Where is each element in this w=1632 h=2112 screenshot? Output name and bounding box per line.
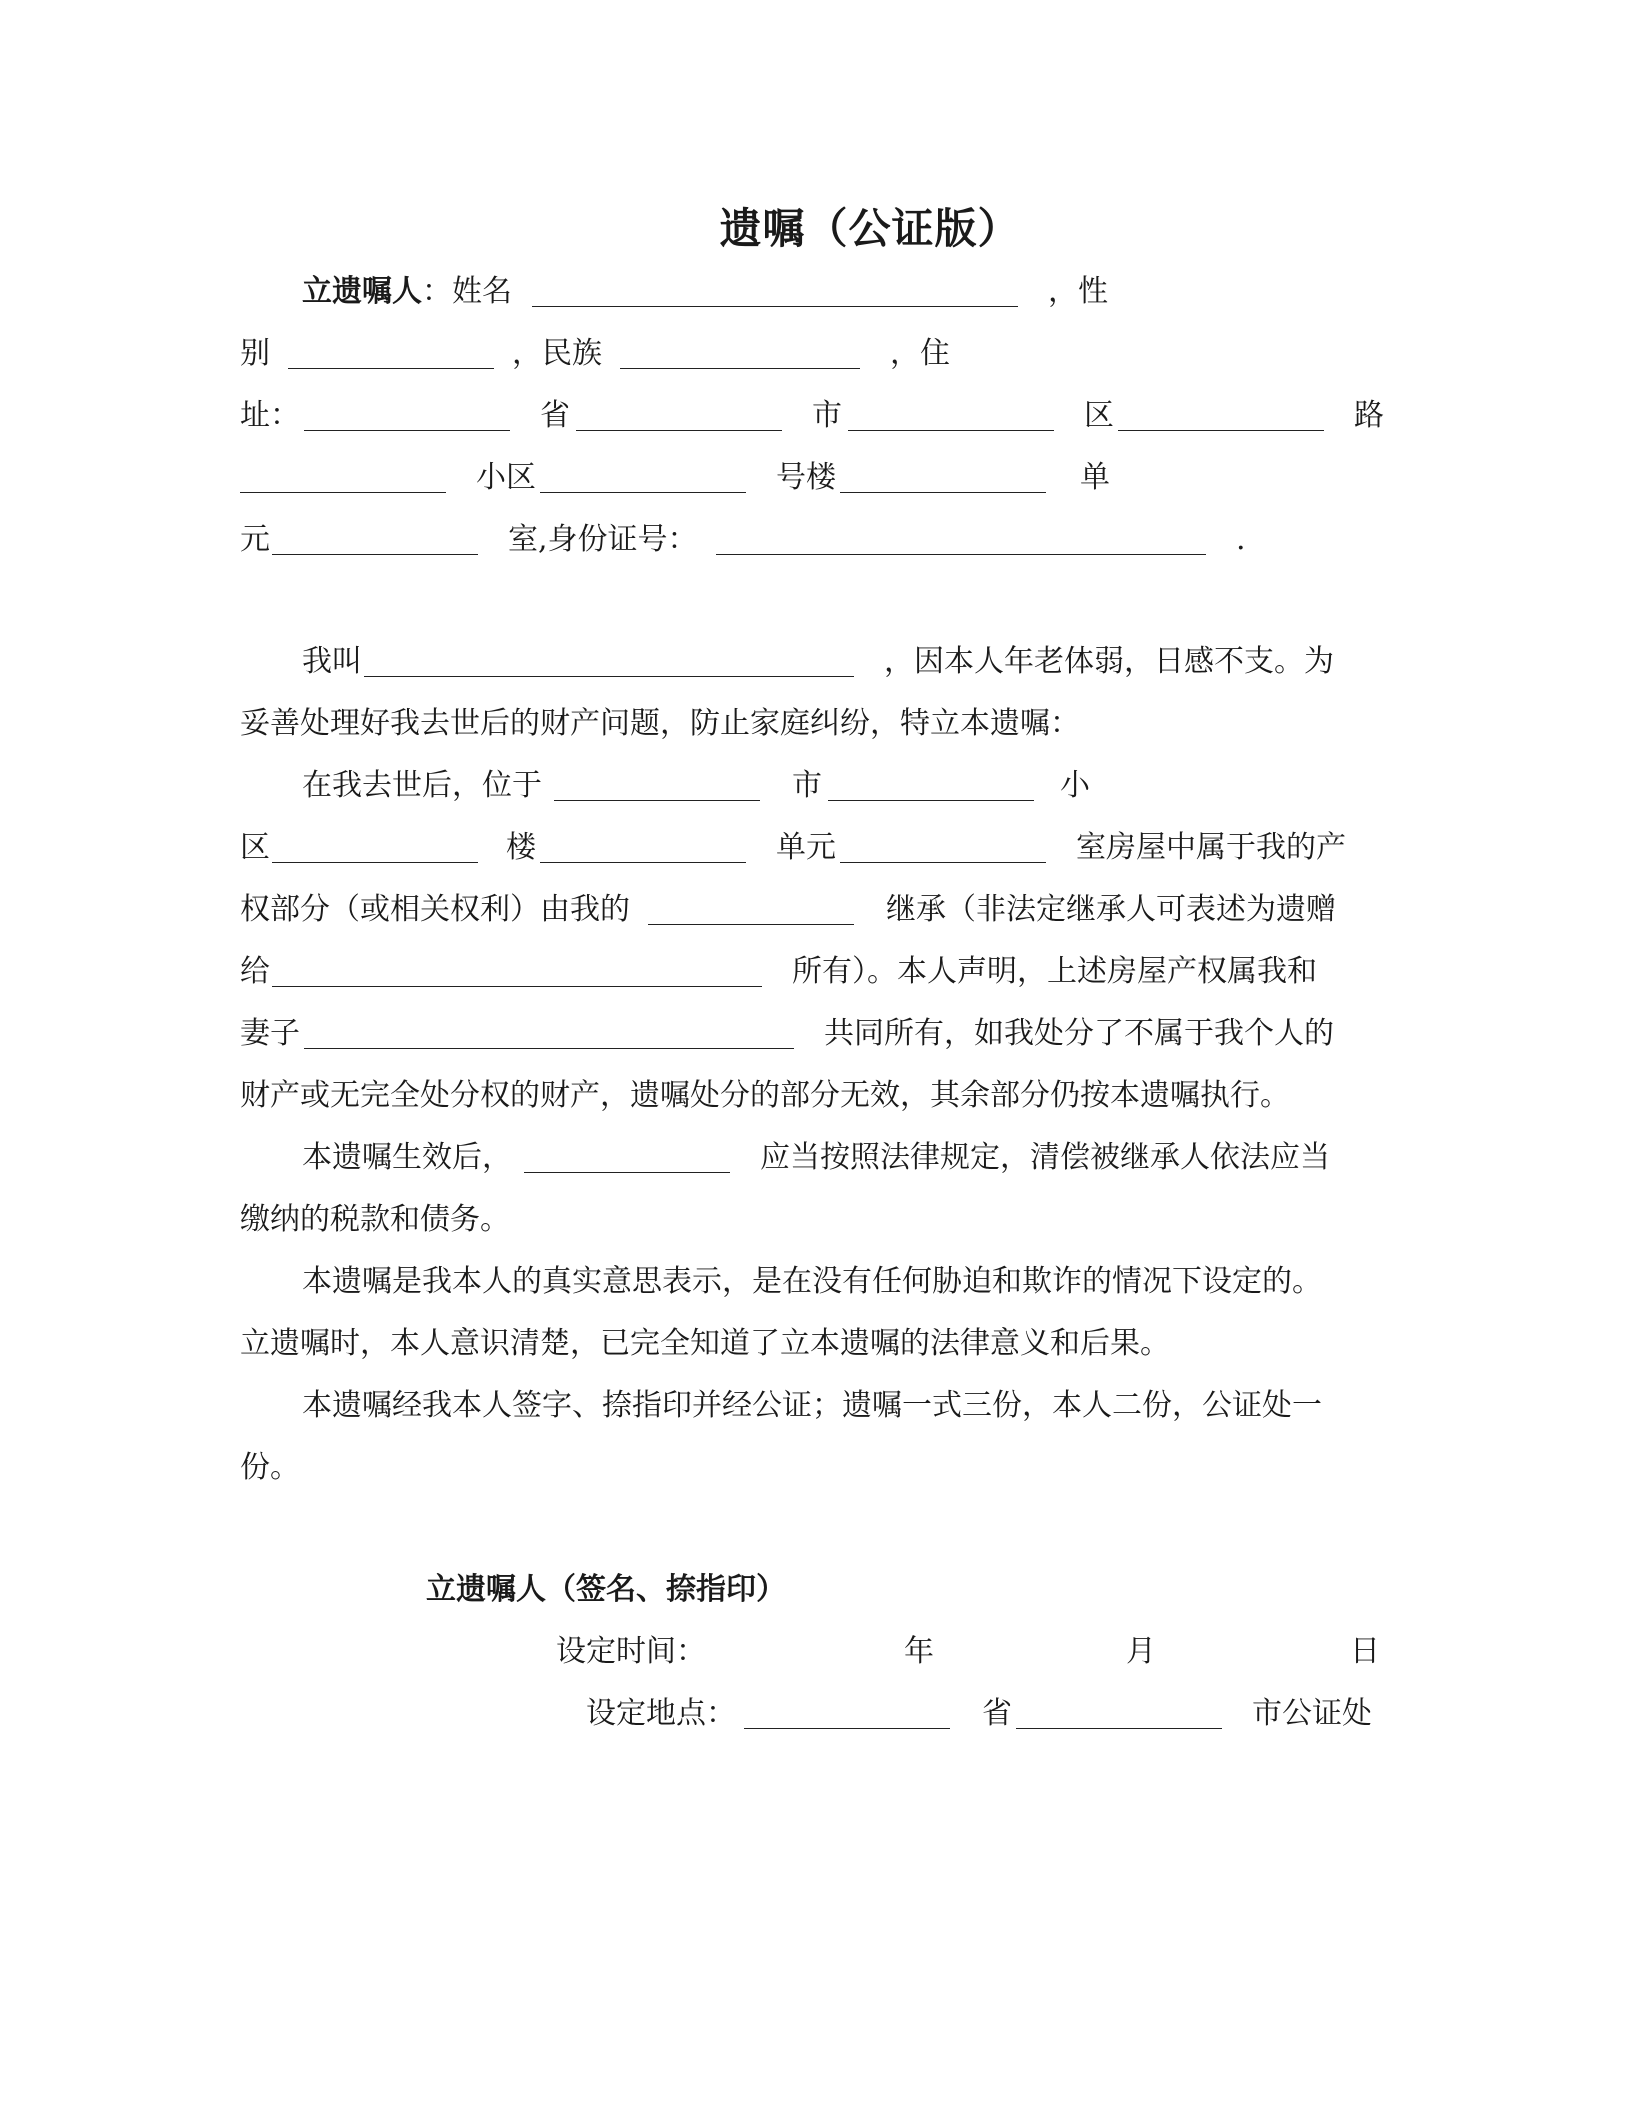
bequest-recipient-blank[interactable] [272,986,762,987]
unit-blank[interactable] [272,554,478,555]
id-number-blank[interactable] [716,554,1206,555]
property-building-blank[interactable] [540,862,746,863]
property-city-blank[interactable] [828,800,1034,801]
place-city-blank[interactable] [1016,1728,1222,1729]
gender-blank[interactable] [288,368,494,369]
property-unit-blank[interactable] [840,862,1046,863]
building-blank[interactable] [840,492,1046,493]
ethnic-blank[interactable] [620,368,860,369]
heir-blank[interactable] [648,924,854,925]
document-title: 遗嘱（公证版） [719,204,1021,253]
district-blank[interactable] [1118,430,1324,431]
property-community-blank[interactable] [272,862,478,863]
place-province-blank[interactable] [744,1728,950,1729]
name-blank[interactable] [532,306,1018,307]
executor-blank[interactable] [524,1172,730,1173]
property-location-blank[interactable] [554,800,760,801]
testator-label: 立遗嘱人 [302,274,422,309]
province-blank[interactable] [576,430,782,431]
city-blank[interactable] [848,430,1054,431]
community-blank[interactable] [540,492,746,493]
spouse-blank[interactable] [304,1048,794,1049]
self-name-blank[interactable] [364,676,854,677]
address-blank-1[interactable] [304,430,510,431]
signer-label: 立遗嘱人（签名、捺指印） [426,1572,786,1607]
road-blank[interactable] [240,492,446,493]
document-page: 遗嘱（公证版） 立遗嘱人 ：姓名 ，性 别 ，民族 ，住 址： 省 市 区 路 小区 号楼 单 元 室,身份证号： . 我叫 ，因本人年老体弱，日感不支。为 妥善处理好我去世后的财产问题，防止家庭纠纷，特立本遗嘱： 在我去世后，位于 市 小 区 楼 单元 室房屋中属于我的产 权部分（或相关权利）由我的 继承（非法定继承人可表述为遗赠 给 所有）。本人声明，上述房屋产权属我和 妻子 共同所有，如我处分了不属于我个人的 财产或无完全处分权的财产，遗嘱处分的部分无效，其余部分仍按本遗嘱执行。 本遗嘱生效后， 应当按照法律规定，清偿被继承人依法应当 缴纳的税款和债务。 本遗嘱是我本人的真实意思表示，是在没有任何胁迫和欺诈的情况下设定的。 立遗嘱时，本人意识清楚，已完全知道了立本遗嘱的法律意义和后果。 本遗嘱经我本人签字、捺指印并经公证；遗嘱一式三份，本人二份，公证处一 份。 立遗嘱人（签名、捺指印） 设定时间： 年 月 日 设定地点： 省 市公证处 [0,0,1632,2112]
